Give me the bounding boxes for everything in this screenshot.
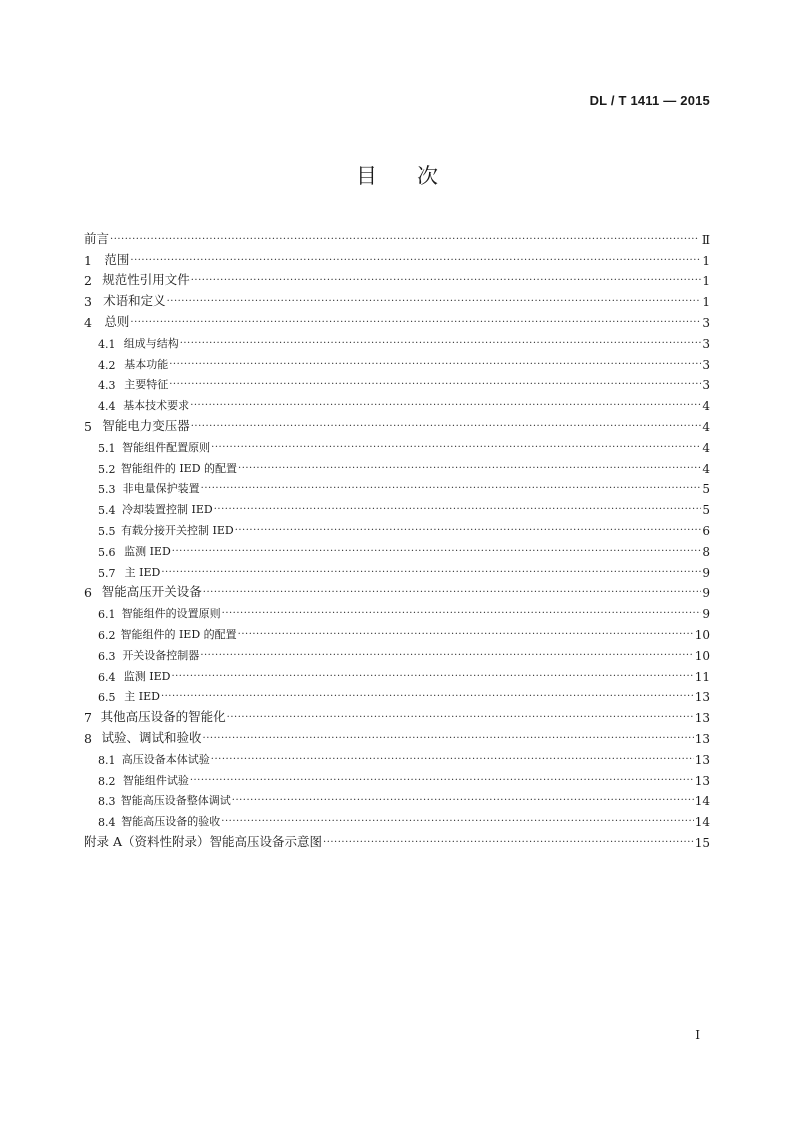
toc-entry[interactable] — [84, 704, 710, 725]
toc-entry[interactable] — [84, 434, 710, 455]
toc-entry[interactable] — [84, 580, 710, 601]
toc-leader-dots — [201, 484, 702, 496]
toc-entry-number: 5.5 — [98, 524, 116, 538]
toc-leader-dots — [211, 755, 694, 767]
toc-entry-title: 冷却装置控制 IED — [122, 503, 213, 517]
toc-leader-dots — [180, 339, 702, 351]
toc-entry-number: 4.1 — [98, 337, 116, 351]
footer-page-number: I — [695, 1028, 700, 1042]
toc-entry[interactable] — [84, 725, 710, 746]
toc-entry-page: 5 — [702, 482, 710, 497]
toc-entry-page: 3 — [702, 315, 710, 330]
toc-entry[interactable] — [84, 309, 710, 330]
toc-entry-page: 13 — [694, 690, 710, 705]
toc-entry-number: 6.2 — [98, 628, 116, 642]
toc-entry-title: 基本功能 — [124, 357, 169, 371]
toc-entry[interactable] — [84, 330, 710, 351]
toc-entry-number: 4.4 — [98, 400, 116, 414]
toc-entry-title: 智能高压设备整体调试 — [120, 794, 231, 808]
toc-leader-dots — [169, 360, 701, 372]
toc-entry-title: 总则 — [104, 313, 130, 329]
toc-leader-dots — [221, 817, 693, 829]
toc-entry-title: 智能组件的 IED 的配置 — [120, 627, 237, 641]
toc-entry-title: 试验、调试和验收 — [101, 729, 202, 745]
toc-leader-dots — [171, 672, 693, 684]
toc-entry-number: 5 — [84, 418, 92, 434]
toc-entry-title: 附录 A（资料性附录）智能高压设备示意图 — [84, 833, 323, 849]
toc-entry-page: 13 — [694, 711, 710, 726]
toc-leader-dots — [203, 734, 694, 746]
toc-entry-title: 智能组件配置原则 — [122, 440, 211, 454]
toc-entry-number: 8.2 — [98, 774, 116, 788]
toc-entry-title: 规范性引用文件 — [102, 272, 190, 288]
table-of-contents — [84, 226, 710, 850]
toc-entry-title: 其他高压设备的智能化 — [100, 709, 226, 725]
toc-entry-number: 6.3 — [98, 649, 116, 663]
toc-entry-number: 3 — [84, 294, 92, 310]
toc-leader-dots — [161, 692, 694, 704]
toc-entry[interactable] — [84, 808, 710, 829]
toc-entry-title: 主 IED — [124, 565, 161, 579]
toc-entry-page: 13 — [694, 731, 710, 746]
toc-entry-page: 3 — [702, 357, 710, 372]
toc-entry[interactable] — [84, 413, 710, 434]
toc-entry-title: 监测 IED — [123, 669, 171, 683]
toc-entry-number: 8.4 — [98, 816, 116, 830]
toc-entry-page: 9 — [702, 607, 710, 622]
toc-entry-page: 4 — [702, 399, 710, 414]
toc-entry[interactable] — [84, 247, 710, 268]
toc-entry[interactable] — [84, 455, 710, 476]
toc-entry[interactable] — [84, 288, 710, 309]
toc-entry[interactable] — [84, 392, 710, 413]
toc-leader-dots — [323, 838, 694, 850]
toc-entry-title: 智能组件的设置原则 — [121, 607, 221, 621]
toc-leader-dots — [227, 713, 694, 725]
toc-entry-title: 术语和定义 — [103, 293, 166, 309]
toc-entry[interactable] — [84, 788, 710, 809]
toc-entry-title: 有载分接开关控制 IED — [121, 523, 234, 537]
toc-entry-number: 1 — [84, 252, 92, 268]
toc-entry-title: 组成与结构 — [123, 336, 179, 350]
toc-entry-page: 9 — [702, 586, 710, 601]
toc-entry-title: 监测 IED — [124, 544, 171, 558]
toc-leader-dots — [222, 609, 702, 621]
toc-entry-number: 4.3 — [98, 379, 116, 393]
toc-leader-dots — [172, 547, 702, 559]
toc-entry[interactable] — [84, 663, 710, 684]
toc-leader-dots — [130, 256, 701, 268]
toc-entry-number: 4.2 — [98, 358, 116, 372]
toc-entry-number: 5.3 — [98, 483, 116, 497]
toc-leader-dots — [238, 630, 694, 642]
toc-entry-page: 14 — [694, 815, 710, 830]
toc-leader-dots — [211, 443, 701, 455]
toc-entry-page: 10 — [694, 648, 710, 663]
toc-entry[interactable] — [84, 268, 710, 289]
toc-entry-number: 4 — [84, 314, 92, 330]
toc-entry-number: 7 — [84, 710, 92, 726]
toc-entry-page: 9 — [702, 565, 710, 580]
toc-entry-number: 5.4 — [98, 504, 116, 518]
toc-entry[interactable] — [84, 517, 710, 538]
toc-entry-title: 主 IED — [124, 690, 160, 704]
toc-leader-dots — [167, 297, 702, 309]
toc-entry-title: 智能组件试验 — [122, 773, 189, 787]
toc-entry-number: 6.5 — [98, 691, 116, 705]
toc-entry[interactable] — [84, 600, 710, 621]
toc-entry-page: 8 — [702, 544, 710, 559]
toc-leader-dots — [191, 276, 702, 288]
toc-entry[interactable] — [84, 767, 710, 788]
toc-entry[interactable] — [84, 372, 710, 393]
toc-entry-page: 4 — [702, 419, 710, 434]
toc-entry-number: 6.1 — [98, 608, 116, 622]
toc-entry-number: 8.3 — [98, 795, 116, 809]
toc-entry-number: 5.2 — [98, 462, 116, 476]
toc-entry-title: 智能高压设备的验收 — [121, 815, 221, 829]
toc-entry-number: 6 — [84, 585, 92, 601]
toc-entry-number: 5.6 — [98, 545, 116, 559]
toc-entry-title: 智能电力变压器 — [102, 417, 190, 433]
toc-leader-dots — [232, 796, 694, 808]
toc-entry-title: 智能组件的 IED 的配置 — [120, 461, 238, 475]
toc-entry-page: 10 — [694, 627, 710, 642]
toc-entry-number: 5.7 — [98, 566, 116, 580]
toc-entry[interactable] — [84, 746, 710, 767]
toc-entry-page: 4 — [702, 440, 710, 455]
toc-entry[interactable] — [84, 621, 710, 642]
toc-entry-page: 6 — [702, 523, 710, 538]
toc-leader-dots — [214, 505, 702, 517]
toc-entry-title: 范围 — [104, 251, 130, 267]
toc-leader-dots — [191, 422, 702, 434]
page-title — [0, 160, 794, 190]
toc-entry[interactable] — [84, 351, 710, 372]
toc-entry-title: 高压设备本体试验 — [121, 752, 210, 766]
toc-leader-dots — [130, 318, 701, 330]
toc-entry-number: 8.1 — [98, 753, 116, 767]
toc-entry-page: 1 — [702, 274, 710, 289]
toc-leader-dots — [190, 401, 701, 413]
toc-entry[interactable] — [84, 684, 710, 705]
toc-entry-page: 11 — [694, 669, 710, 684]
toc-entry-page: 5 — [702, 503, 710, 518]
toc-entry-page: 3 — [702, 378, 710, 393]
toc-entry-title: 非电量保护装置 — [122, 482, 200, 496]
toc-entry-page: 4 — [702, 461, 710, 476]
toc-entry[interactable] — [84, 642, 710, 663]
toc-entry-title: 基本技术要求 — [123, 399, 190, 413]
toc-leader-dots — [200, 651, 693, 663]
toc-leader-dots — [235, 526, 702, 538]
toc-entry[interactable] — [84, 829, 710, 850]
toc-entry-title: 智能高压开关设备 — [101, 584, 202, 600]
toc-leader-dots — [161, 568, 701, 580]
toc-entry-title: 开关设备控制器 — [122, 648, 200, 662]
toc-entry-page: 14 — [694, 794, 710, 809]
toc-entry-page: Ⅱ — [701, 232, 710, 247]
toc-entry-number: 5.1 — [98, 441, 116, 455]
toc-entry-page: 3 — [702, 336, 710, 351]
toc-entry[interactable] — [84, 226, 710, 247]
toc-entry[interactable] — [84, 538, 710, 559]
toc-entry-number: 2 — [84, 273, 92, 289]
toc-entry-page: 1 — [702, 295, 710, 310]
toc-leader-dots — [238, 464, 701, 476]
toc-entry[interactable] — [84, 476, 710, 497]
toc-leader-dots — [169, 380, 701, 392]
toc-entry[interactable] — [84, 559, 710, 580]
toc-entry-page: 13 — [694, 752, 710, 767]
toc-entry-page: 1 — [702, 253, 710, 268]
title-char-right: 次 — [417, 164, 438, 188]
toc-leader-dots — [110, 235, 701, 247]
document-code: DL / T 1411 — 2015 — [589, 93, 710, 108]
toc-entry-page: 13 — [694, 773, 710, 788]
title-char-left: 目 — [356, 164, 377, 188]
toc-entry[interactable] — [84, 496, 710, 517]
toc-leader-dots — [190, 776, 694, 788]
toc-entry-title: 前言 — [84, 230, 110, 246]
toc-leader-dots — [203, 588, 702, 600]
toc-entry-number: 8 — [84, 730, 92, 746]
toc-entry-number: 6.4 — [98, 670, 116, 684]
toc-entry-page: 15 — [694, 835, 710, 850]
toc-entry-title: 主要特征 — [124, 378, 169, 392]
